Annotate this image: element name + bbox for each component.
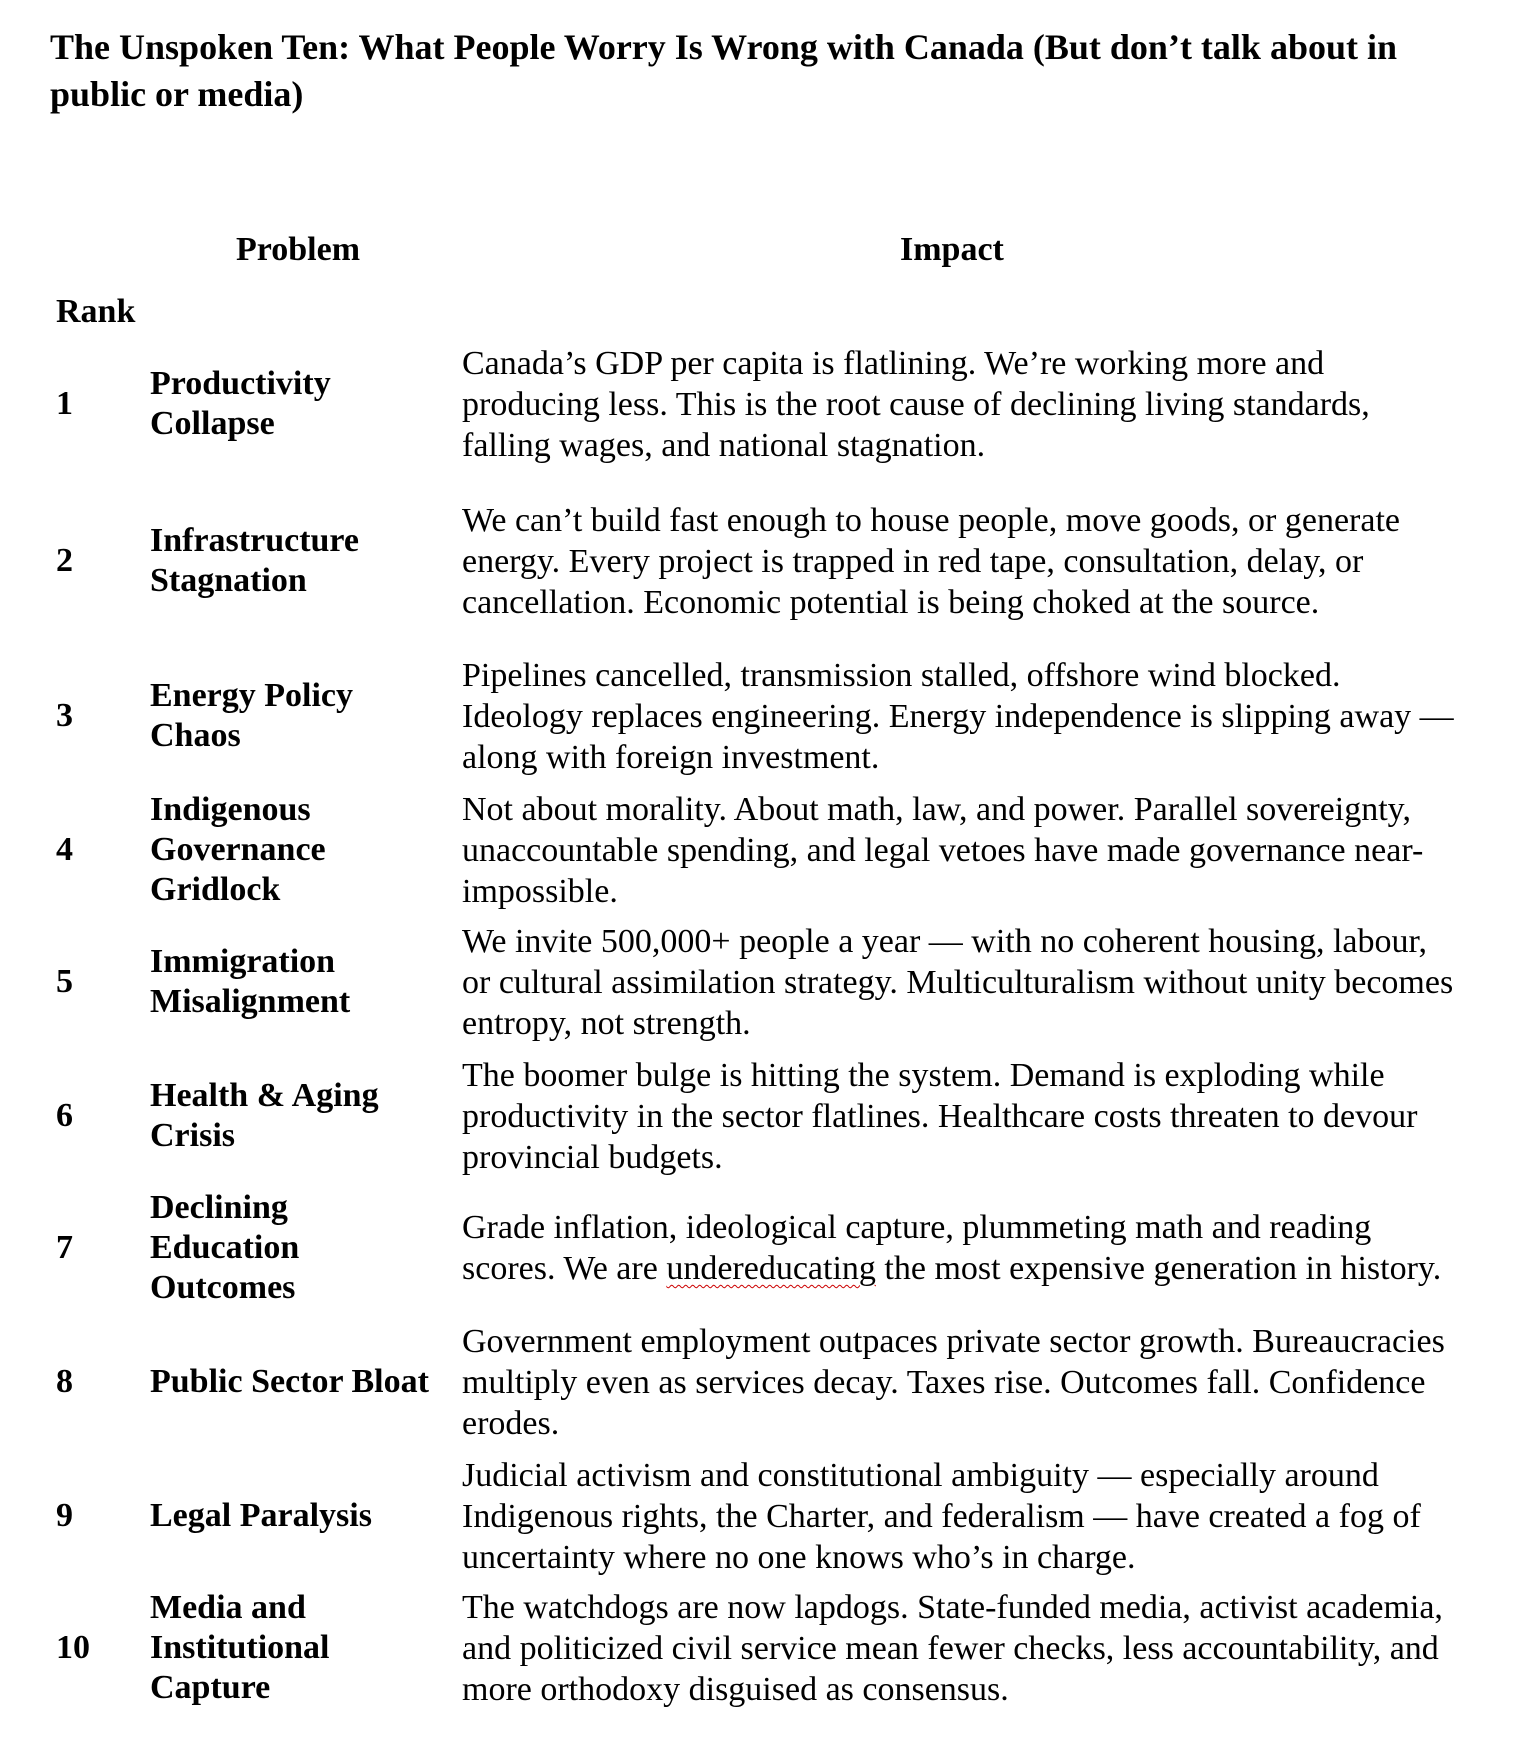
- rank-cell: 8: [56, 1363, 73, 1400]
- impact-text: [462, 1207, 1462, 1289]
- table-row: [0, 1052, 1530, 1180]
- column-header-problem: Problem: [236, 231, 361, 268]
- rank-cell: 2: [56, 542, 73, 579]
- problem-cell: [150, 786, 460, 914]
- rank-cell: 6: [56, 1097, 73, 1134]
- impact-text-before: Grade inflation, ideological capture, plummeting math and reading scores. We are: [462, 1209, 1372, 1287]
- problem-text: Legal Paralysis: [150, 1497, 372, 1534]
- impact-text: Government employment outpaces private sector growth. Bureaucracies multiply even as services decay. Taxes rise. Outcomes fall. Confidence erodes.: [462, 1322, 1445, 1442]
- problem-cell: [150, 1584, 460, 1712]
- impact-cell: [462, 476, 1462, 646]
- table-row: [0, 340, 1530, 468]
- table-row: [0, 918, 1530, 1046]
- rank-cell: 1: [56, 385, 73, 422]
- impact-text: We invite 500,000+ people a year — with no coherent housing, labour, or cultural assimilation strategy. Multiculturalism without unity becomes entropy, not strength.: [462, 922, 1454, 1042]
- table-row: [0, 1318, 1530, 1446]
- column-header-impact: Impact: [900, 231, 1004, 268]
- impact-cell: [462, 1184, 1462, 1312]
- impact-text: Judicial activism and constitutional ambiguity — especially around Indigenous rights, the Charter, and federalism — have created a fog of uncertainty where no one knows who’s in charge.: [462, 1456, 1421, 1576]
- problem-text: Public Sector Bloat: [150, 1363, 429, 1400]
- table-row: [0, 652, 1530, 780]
- rank-cell: 9: [56, 1497, 73, 1534]
- problem-text: Immigration Misalignment: [150, 943, 351, 1020]
- impact-cell: [462, 1052, 1462, 1180]
- table-row: [0, 476, 1530, 646]
- problem-cell: [150, 918, 460, 1046]
- problem-cell: [150, 1452, 460, 1580]
- problem-text: Health & Aging Crisis: [150, 1077, 379, 1154]
- problem-cell: [150, 340, 460, 468]
- impact-text: Pipelines cancelled, transmission stalled, offshore wind blocked. Ideology replaces engineering. Energy independence is slipping away — along with foreign investment.: [462, 656, 1454, 776]
- rank-cell: 5: [56, 963, 73, 1000]
- problem-text: Energy Policy Chaos: [150, 677, 354, 754]
- impact-text: The watchdogs are now lapdogs. State-funded media, activist academia, and politicized civil service mean fewer checks, less accountability, and more orthodoxy disguised as consensus.: [462, 1588, 1443, 1708]
- table-row: [0, 1452, 1530, 1580]
- impact-cell: [462, 786, 1462, 914]
- document-title: The Unspoken Ten: What People Worry Is Wrong with Canada (But don’t talk about in public or media): [50, 27, 1397, 114]
- problem-cell: [150, 476, 460, 646]
- problem-cell: [150, 1052, 460, 1180]
- problem-cell: [150, 1184, 460, 1312]
- rank-cell: 7: [56, 1229, 73, 1266]
- impact-text: We can’t build fast enough to house people, move goods, or generate energy. Every project is trapped in red tape, consultation, delay, or cancellation. Economic potential is being choked at the source.: [462, 501, 1400, 621]
- rank-cell: 3: [56, 697, 73, 734]
- table-row: [0, 1184, 1530, 1312]
- problem-cell: [150, 1318, 460, 1446]
- impact-text: Not about morality. About math, law, and power. Parallel sovereignty, unaccountable spending, and legal vetoes have made governance near-impossible.: [462, 790, 1424, 910]
- impact-cell: [462, 1584, 1462, 1712]
- impact-cell: [462, 1452, 1462, 1580]
- impact-cell: [462, 1318, 1462, 1446]
- problem-text: Productivity Collapse: [150, 365, 331, 442]
- problem-text: Media and Institutional Capture: [150, 1589, 330, 1706]
- impact-cell: [462, 652, 1462, 780]
- table-row: [0, 786, 1530, 914]
- spellcheck-flagged-word[interactable]: undereducating: [666, 1250, 876, 1287]
- impact-cell: [462, 340, 1462, 468]
- impact-cell: [462, 918, 1462, 1046]
- problem-text: Infrastructure Stagnation: [150, 522, 359, 599]
- impact-text: Canada’s GDP per capita is flatlining. We’re working more and producing less. This is the root cause of declining living standards, falling wages, and national stagnation.: [462, 344, 1370, 464]
- problem-text: Declining Education Outcomes: [150, 1189, 300, 1306]
- table-row: [0, 1584, 1530, 1712]
- rank-cell: 10: [56, 1629, 90, 1666]
- column-header-rank: Rank: [56, 293, 136, 330]
- impact-text-after: the most expensive generation in history.: [875, 1250, 1442, 1287]
- rank-cell: 4: [56, 831, 73, 868]
- problem-cell: [150, 652, 460, 780]
- impact-text: The boomer bulge is hitting the system. Demand is exploding while productivity in the sector flatlines. Healthcare costs threaten to devour provincial budgets.: [462, 1056, 1418, 1176]
- problem-text: Indigenous Governance Gridlock: [150, 791, 326, 908]
